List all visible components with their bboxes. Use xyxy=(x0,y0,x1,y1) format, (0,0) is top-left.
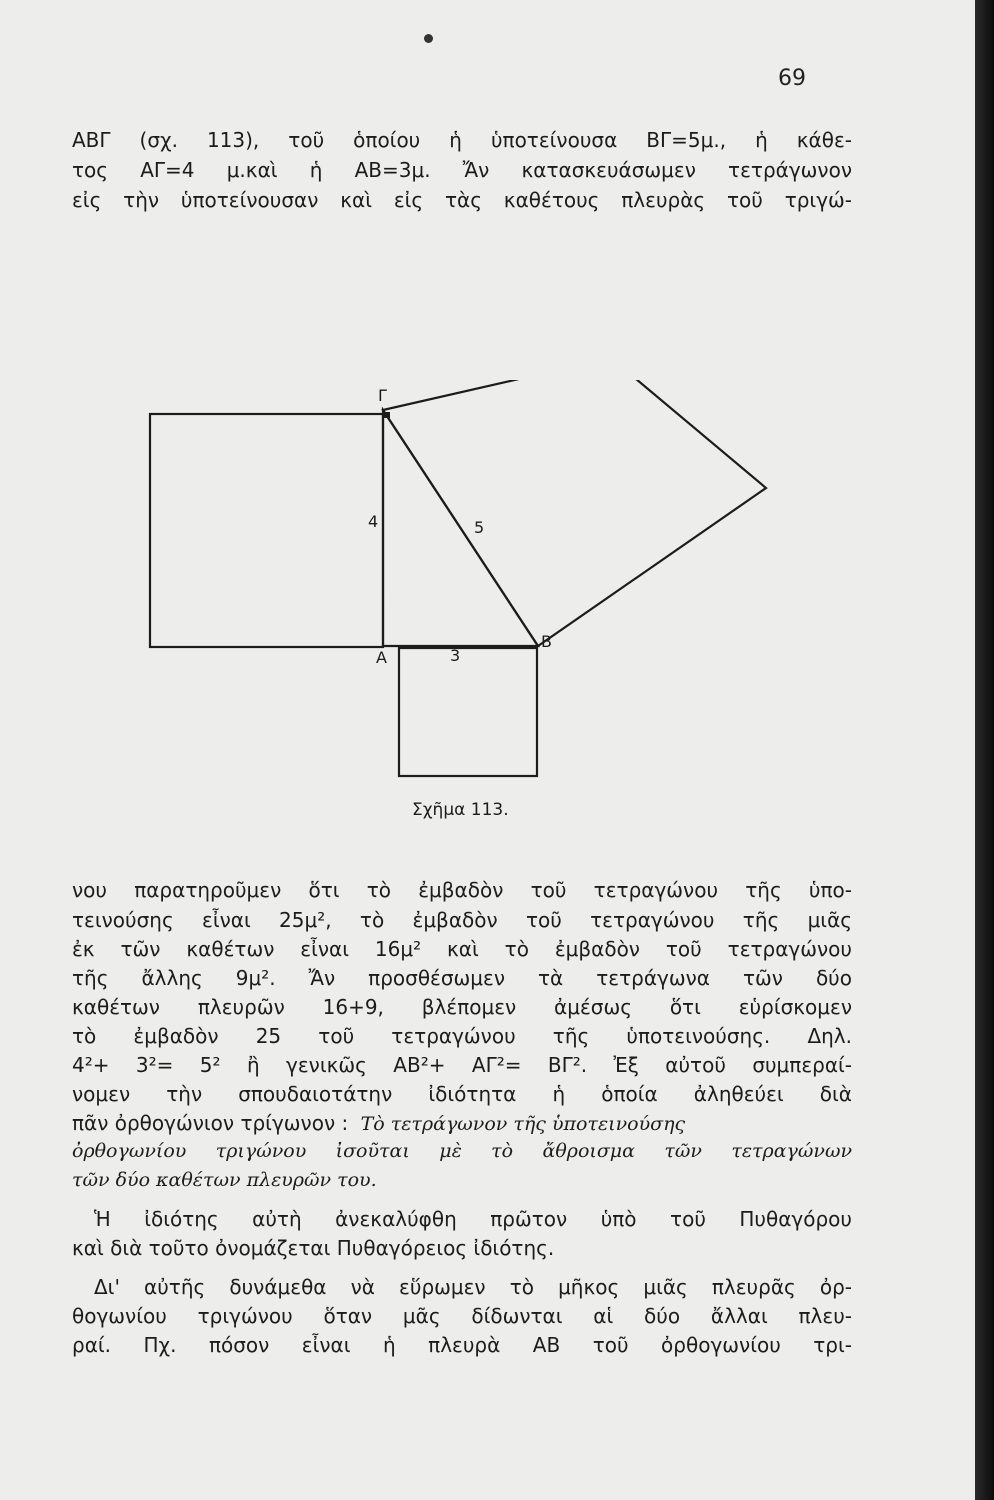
text-line: θογωνίου τριγώνου ὅταν μᾶς δίδωνται αἱ δύο ἄλλαι πλευ- xyxy=(72,1304,852,1328)
square-hypotenuse xyxy=(383,380,766,646)
square-side-ag xyxy=(150,414,383,647)
theorem-text: ὀρθογωνίου τριγώνου ἰσοῦται μὲ τὸ ἄθροισμα τῶν τετραγώνων xyxy=(72,1140,852,1162)
corner-mark xyxy=(384,412,390,418)
text-line: ἐκ τῶν καθέτων εἶναι 16μ² καὶ τὸ ἐμβαδὸν τοῦ τετραγώνου xyxy=(72,937,852,961)
right-triangle xyxy=(383,410,538,646)
ink-dot xyxy=(424,34,433,43)
label-beta: Β xyxy=(541,632,552,651)
label-alpha: Α xyxy=(376,648,387,667)
text-line: Ἡ ἰδιότης αὐτὴ ἀνεκαλύφθη πρῶτον ὑπὸ τοῦ Πυθαγόρου xyxy=(94,1207,852,1231)
label-gamma: Γ xyxy=(378,386,387,405)
text-line: ραί. Πχ. πόσον εἶναι ἡ πλευρὰ ΑΒ τοῦ ὀρθογωνίου τρι- xyxy=(72,1333,852,1357)
theorem-text: τῶν δύο καθέτων πλευρῶν του. xyxy=(72,1169,377,1191)
book-spine xyxy=(975,0,994,1500)
square-side-ab xyxy=(399,648,537,776)
text-line: τεινούσης εἶναι 25μ², τὸ ἐμβαδὸν τοῦ τετραγώνου τῆς μιᾶς xyxy=(72,908,852,932)
text-line: νομεν τὴν σπουδαιοτάτην ἰδιότητα ἡ ὁποία ἀληθεύει διὰ xyxy=(72,1082,852,1106)
text-line: ΑΒΓ (σχ. 113), τοῦ ὁποίου ἡ ὑποτείνουσα ΒΓ=5μ., ἡ κάθε- xyxy=(72,128,852,152)
text-line: τῆς ἄλλης 9μ². Ἄν προσθέσωμεν τὰ τετράγωνα τῶν δύο xyxy=(72,966,852,990)
pythagoras-diagram xyxy=(140,380,780,820)
text-line: νου παρατηροῦμεν ὅτι τὸ ἐμβαδὸν τοῦ τετραγώνου τῆς ὑπο- xyxy=(72,878,852,902)
text-line: καθέτων πλευρῶν 16+9, βλέπομεν ἀμέσως ὅτι εὑρίσκομεν xyxy=(72,995,852,1019)
text-line: Δι' αὐτῆς δυνάμεθα νὰ εὕρωμεν τὸ μῆκος μιᾶς πλευρᾶς ὀρ- xyxy=(94,1275,852,1299)
label-four: 4 xyxy=(368,512,379,531)
text-span: πᾶν ὀρθογώνιον τρίγωνον : xyxy=(72,1111,349,1135)
text-line: εἰς τὴν ὑποτείνουσαν καὶ εἰς τὰς καθέτους πλευρὰς τοῦ τριγώ- xyxy=(72,188,852,212)
text-line: τος ΑΓ=4 μ.καὶ ἡ ΑΒ=3μ. Ἄν κατασκευάσωμεν τετράγωνον xyxy=(72,158,852,182)
text-line: τὸ ἐμβαδὸν 25 τοῦ τετραγώνου τῆς ὑποτεινούσης. Δηλ. xyxy=(72,1024,852,1048)
label-five: 5 xyxy=(474,518,485,537)
figure-caption: Σχῆμα 113. xyxy=(412,800,509,820)
text-line-theorem-start xyxy=(72,1111,852,1135)
figure-113 xyxy=(140,380,780,820)
text-line: 4²+ 3²= 5² ἢ γενικῶς ΑΒ²+ ΑΓ²= ΒΓ². Ἐξ αὐτοῦ συμπεραί- xyxy=(72,1053,852,1077)
text-line: καὶ διὰ τοῦτο ὀνομάζεται Πυθαγόρειος ἰδιότης. xyxy=(72,1236,555,1260)
theorem-text: Τὸ τετράγωνον τῆς ὑποτεινούσης xyxy=(360,1113,686,1135)
label-three: 3 xyxy=(450,646,461,665)
page-number: 69 xyxy=(778,66,806,91)
